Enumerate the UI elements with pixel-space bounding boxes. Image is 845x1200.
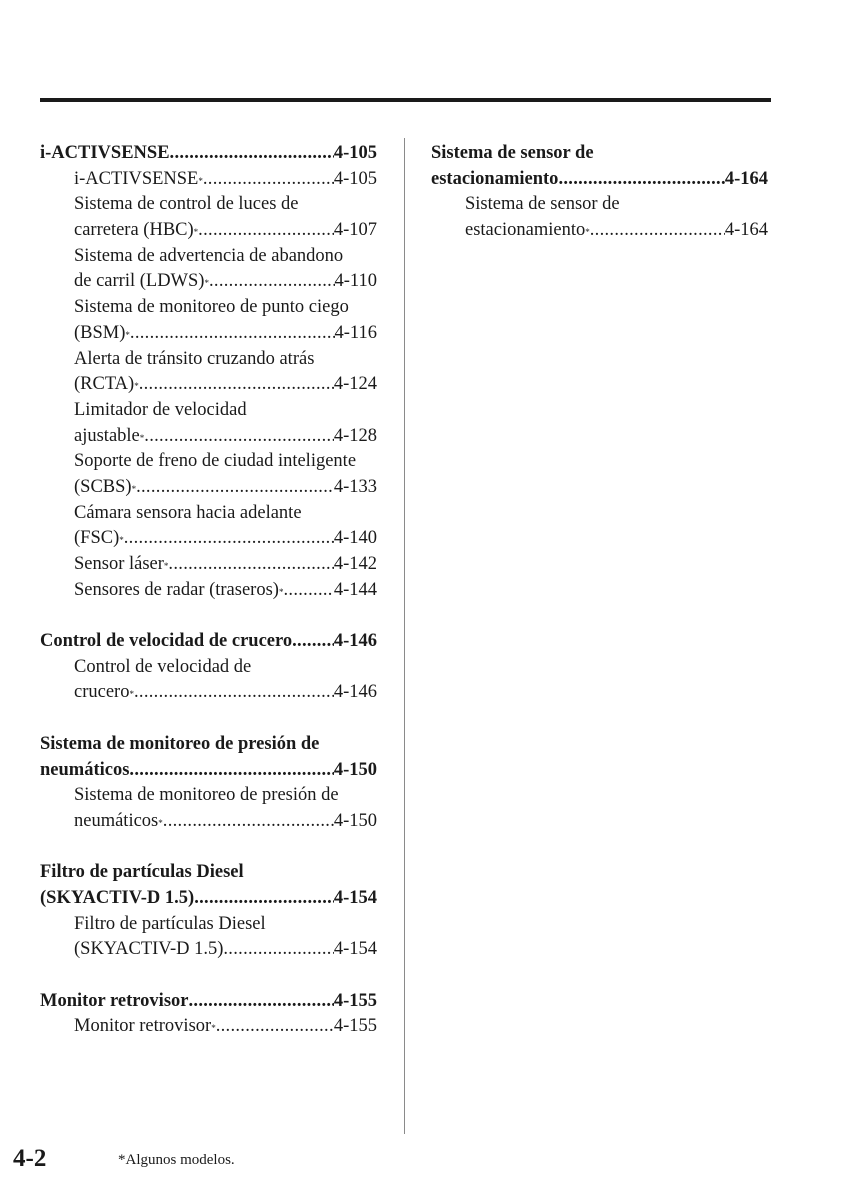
toc-page-number: 4-128 — [333, 425, 377, 446]
section-spacer — [40, 603, 377, 629]
toc-entry-line — [431, 192, 768, 218]
toc-entry-title: (FSC) — [74, 528, 120, 549]
dot-leader — [170, 141, 334, 167]
toc-page-number: 4-150 — [333, 810, 377, 831]
toc-page-number: 4-105 — [333, 143, 377, 163]
toc-page-number: 4-155 — [333, 990, 377, 1011]
toc-entry-line — [40, 655, 377, 681]
toc-entry-line — [40, 295, 377, 321]
toc-entry-title: Sensores de radar (traseros) — [74, 579, 279, 600]
dot-leader — [558, 167, 724, 193]
toc-entry-title: Filtro de partículas Diesel — [40, 862, 244, 883]
dot-leader — [144, 424, 334, 450]
toc-entry-line — [40, 449, 377, 475]
toc-entry-line — [40, 398, 377, 424]
dot-leader — [163, 809, 334, 835]
toc-entry-title: de carril (LDWS) — [74, 271, 205, 292]
toc-entry-line — [40, 192, 377, 218]
toc-entry-line — [40, 347, 377, 373]
toc-entry-title: ajustable — [74, 425, 140, 446]
dot-leader — [223, 937, 333, 963]
dot-leader — [130, 321, 335, 347]
dot-leader — [188, 989, 333, 1015]
toc-entry-title: Sistema de monitoreo de punto ciego — [74, 297, 349, 318]
toc-entry-line[interactable]: neumáticos * ..... 4-150 — [40, 809, 377, 835]
toc-entry-title: Cámara sensora hacia adelante — [74, 502, 302, 523]
dot-leader — [292, 629, 334, 655]
toc-entry-title: Sistema de monitoreo de presión de — [40, 733, 320, 754]
toc-heading-line — [40, 860, 377, 886]
toc-right-column — [431, 141, 768, 244]
toc-entry-title: i-ACTIVSENSE — [74, 168, 199, 189]
toc-entry-title: Sistema de advertencia de abandono — [74, 245, 344, 266]
dot-leader — [139, 372, 334, 398]
toc-entry-line[interactable]: (SCBS) * ..... 4-133 — [40, 475, 377, 501]
toc-heading-line — [40, 732, 377, 758]
toc-page-number: 4-146 — [333, 631, 377, 652]
toc-heading-line[interactable] — [431, 167, 768, 193]
toc-entry-line — [40, 783, 377, 809]
dot-leader — [209, 269, 335, 295]
dot-leader — [198, 218, 334, 244]
dot-leader — [590, 218, 725, 244]
toc-entry-title: Control de velocidad de — [74, 656, 252, 677]
toc-entry-title: (SKYACTIV-D 1.5) — [74, 939, 224, 960]
dot-leader — [283, 578, 333, 604]
page-number: 4-2 — [13, 1145, 47, 1172]
toc-entry-title: estacionamiento — [431, 168, 559, 189]
toc-page-number: 4-154 — [333, 887, 377, 908]
toc-entry-title: Sistema de control de luces de — [74, 194, 299, 215]
toc-page-number: 4-140 — [333, 528, 377, 549]
toc-entry-title: Monitor retrovisor — [74, 1016, 212, 1037]
toc-page-number: 4-142 — [333, 554, 377, 574]
toc-entry-title: estacionamiento — [465, 220, 586, 241]
toc-page-number: 4-105 — [333, 168, 377, 189]
toc-left-column — [40, 141, 377, 1040]
toc-entry-title: Limitador de velocidad — [74, 399, 247, 420]
toc-entry-title: (RCTA) — [74, 374, 135, 395]
section-spacer — [40, 835, 377, 861]
toc-entry-title: crucero — [74, 682, 130, 703]
toc-entry-title: i-ACTIVSENSE — [40, 143, 170, 163]
section-spacer — [40, 706, 377, 732]
toc-entry-title: Sensor láser — [74, 554, 164, 574]
dot-leader — [194, 886, 334, 912]
toc-entry-line[interactable]: crucero * ..... 4-146 — [40, 680, 377, 706]
dot-leader — [129, 758, 333, 784]
toc-heading-line[interactable] — [40, 141, 377, 167]
toc-page-number: 4-155 — [333, 1016, 377, 1037]
section-spacer — [40, 963, 377, 989]
toc-entry-line[interactable]: ajustable * ..... 4-128 — [40, 424, 377, 450]
toc-entry-line — [40, 244, 377, 270]
toc-entry-line[interactable]: (RCTA) * ..... 4-124 — [40, 372, 377, 398]
toc-entry-line[interactable]: carretera (HBC) * ..... 4-107 — [40, 218, 377, 244]
toc-page-number: 4-110 — [334, 271, 377, 292]
toc-entry-line[interactable]: Monitor retrovisor * ..... 4-155 — [40, 1014, 377, 1040]
toc-page-number: 4-164 — [724, 168, 768, 189]
toc-heading-line[interactable] — [40, 989, 377, 1015]
dot-leader — [168, 552, 333, 578]
dot-leader — [134, 680, 334, 706]
toc-page-number: 4-164 — [724, 220, 768, 241]
toc-page-number: 4-150 — [333, 759, 377, 780]
toc-entry-title: neumáticos — [40, 759, 130, 780]
toc-page-number: 4-116 — [334, 322, 377, 343]
toc-entry-title: Control de velocidad de crucero — [40, 631, 293, 652]
toc-entry-line[interactable]: Sensor láser * ..... 4-142 — [40, 552, 377, 578]
column-divider — [404, 138, 405, 1134]
toc-entry-title: Sistema de monitoreo de presión de — [74, 785, 339, 806]
toc-entry-title: Filtro de partículas Diesel — [74, 913, 266, 934]
toc-entry-title: Sistema de sensor de — [431, 143, 594, 163]
toc-entry-line — [40, 912, 377, 938]
toc-entry-title: (SKYACTIV-D 1.5) — [40, 887, 195, 908]
toc-page-number: 4-154 — [333, 939, 377, 960]
footnote: *Algunos modelos. — [118, 1152, 235, 1168]
toc-entry-title: neumáticos — [74, 810, 159, 831]
toc-heading-line — [431, 141, 768, 167]
toc-entry-title: (BSM) — [74, 322, 126, 343]
toc-heading-line[interactable] — [40, 629, 377, 655]
toc-entry-title: (SCBS) — [74, 476, 132, 497]
toc-entry-line[interactable]: (FSC) * ..... 4-140 — [40, 526, 377, 552]
toc-page-number: 4-146 — [333, 682, 377, 703]
dot-leader — [124, 526, 334, 552]
toc-entry-line[interactable]: estacionamiento * ..... 4-164 — [431, 218, 768, 244]
toc-page-number: 4-133 — [333, 476, 377, 497]
toc-heading-line[interactable] — [40, 886, 377, 912]
toc-entry-line[interactable]: de carril (LDWS) * ..... 4-110 — [40, 269, 377, 295]
toc-entry-line[interactable]: (BSM) * ..... 4-116 — [40, 321, 377, 347]
toc-heading-line[interactable] — [40, 758, 377, 784]
toc-page-number: 4-107 — [333, 220, 377, 241]
dot-leader — [136, 475, 334, 501]
toc-entry-line[interactable] — [40, 937, 377, 963]
dot-leader — [203, 167, 334, 193]
toc-entry-title: Monitor retrovisor — [40, 990, 189, 1011]
dot-leader — [216, 1014, 334, 1040]
toc-page-number: 4-124 — [333, 374, 377, 395]
toc-entry-title: Sistema de sensor de — [465, 194, 620, 215]
toc-page-number: 4-144 — [333, 579, 377, 600]
toc-entry-title: Soporte de freno de ciudad inteligente — [74, 451, 357, 472]
toc-entry-title: Alerta de tránsito cruzando atrás — [74, 348, 315, 369]
toc-entry-title: carretera (HBC) — [74, 220, 194, 241]
toc-entry-line[interactable]: i-ACTIVSENSE * ..... 4-105 — [40, 167, 377, 193]
header-rule — [40, 98, 771, 102]
toc-entry-line[interactable]: Sensores de radar (traseros) * ..... 4-144 — [40, 578, 377, 604]
toc-entry-line — [40, 501, 377, 527]
